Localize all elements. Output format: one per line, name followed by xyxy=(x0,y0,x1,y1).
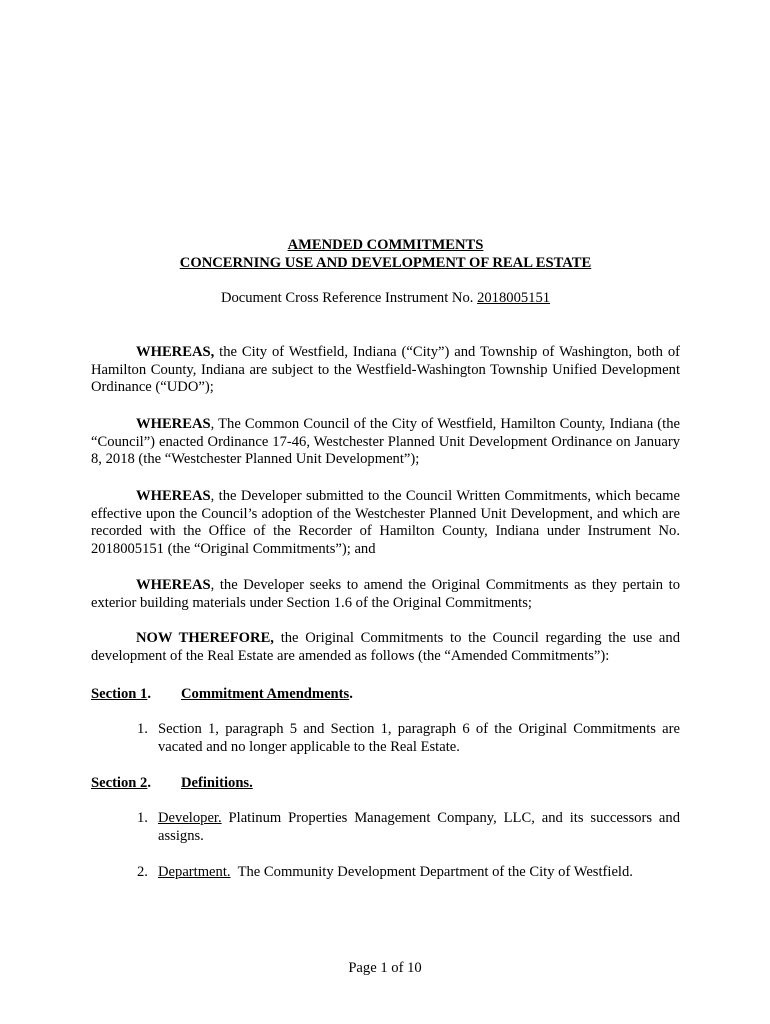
list-item-text xyxy=(158,864,680,882)
section-1-name-period: . xyxy=(349,686,353,702)
section-1-heading xyxy=(91,686,680,704)
section-2-number: Section 2 xyxy=(91,775,148,791)
recital-text: the Original Commitments to the Council regarding the use and development of the Real Estate are amended as follows (the “Amended Commitments”): xyxy=(91,630,681,664)
list-item-number: 2. xyxy=(137,864,148,880)
title-line-2: CONCERNING USE AND DEVELOPMENT OF REAL ESTATE xyxy=(179,255,592,271)
definition-term: Department. xyxy=(158,864,231,880)
document-title xyxy=(91,236,680,272)
instrument-number: 2018005151 xyxy=(477,290,551,306)
list-item-number: 1. xyxy=(137,810,148,826)
definition-text: The Community Development Department of the City of Westfield. xyxy=(230,864,633,880)
recital-lead: NOW THEREFORE, xyxy=(136,630,274,646)
cross-reference-label: Document Cross Reference Instrument No. xyxy=(220,290,474,306)
section-1-name: Commitment Amendments xyxy=(181,686,350,702)
recital-lead: WHEREAS xyxy=(136,577,211,593)
recital-text: , the Developer seeks to amend the Original Commitments as they pertain to exterior building materials under Section 1.6 of the Original Commitments; xyxy=(91,577,680,611)
recital-paragraph xyxy=(91,344,680,397)
cross-reference xyxy=(91,290,680,308)
title-line-1: AMENDED COMMITMENTS xyxy=(287,237,484,253)
definition-term: Developer. xyxy=(158,810,222,826)
page-number: Page 1 of 10 xyxy=(348,960,422,976)
recital-text: the City of Westfield, Indiana (“City”) and Township of Washington, both of Hamilton County, Indiana are subject to the Westfield-Washington Township Unified Development Ordinance (“UDO”); xyxy=(91,344,680,395)
recital-paragraph xyxy=(91,488,680,558)
section-1-number: Section 1 xyxy=(91,686,148,702)
recital-text: , The Common Council of the City of Westfield, Hamilton County, Indiana (the “Council”) enacted Ordinance 17-46, Westchester Planned Unit Development Ordinance on January 8, 2018 (the “Westchester Planned Unit Development”); xyxy=(91,416,680,467)
list-item xyxy=(137,810,680,845)
recital-paragraph xyxy=(91,416,680,469)
list-item xyxy=(137,864,680,882)
recital-lead: WHEREAS xyxy=(136,488,211,504)
list-item-number: 1. xyxy=(137,721,148,737)
section-2-heading xyxy=(91,775,680,793)
section-2-name: Definitions. xyxy=(181,775,253,791)
recital-paragraph xyxy=(91,577,680,612)
list-item-text xyxy=(158,810,680,845)
recital-lead: WHEREAS xyxy=(136,416,211,432)
section-1-period: . xyxy=(147,686,152,702)
recital-text: , the Developer submitted to the Council Written Commitments, which became effective upon the Council’s adoption of the Westchester Planned Unit Development, and which are recorded with the Office of the Recorder of Hamilton County, Indiana under Instrument No. 2018005151 (the “Original Commitments”); and xyxy=(91,488,680,557)
recital-paragraph xyxy=(91,630,680,665)
section-2-period: . xyxy=(147,775,152,791)
list-item xyxy=(137,721,680,756)
definition-text: Platinum Properties Management Company, LLC, and its successors and assigns. xyxy=(158,810,680,844)
recital-lead: WHEREAS, xyxy=(136,344,215,360)
list-item-text: Section 1, paragraph 5 and Section 1, paragraph 6 of the Original Commitments are vacated and no longer applicable to the Real Estate. xyxy=(158,721,680,755)
